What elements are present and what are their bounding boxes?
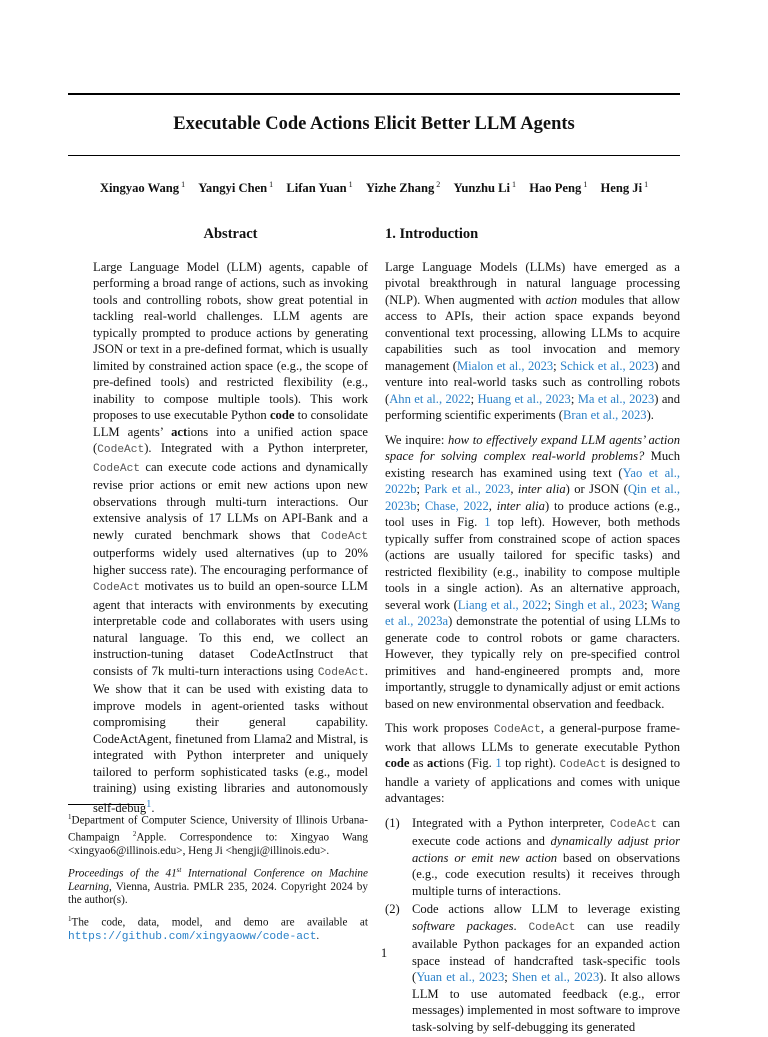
text-run: ; [644,597,651,612]
author-affiliation-mark: 1 [512,180,517,189]
citation-link[interactable]: Yuan et al., 2023 [416,970,505,984]
page-number: 1 [380,946,388,960]
author-affiliation-mark: 2 [436,180,441,189]
bold-text: act [171,424,188,439]
footnote-code-link [68,913,368,944]
paper-title: Executable Code Actions Elicit Better LLM Agents [173,114,575,134]
text-run: ; [570,391,578,406]
author-list [68,180,680,196]
text-run: top right). [501,756,560,770]
text-run: modules that allow access to APIs, their action space expands beyond conventional text processing, allowing LLMs to acquire capabilities such as tool invocation and memory management ( [385,292,680,373]
text-run: based on observations (e.g., code execution results) it receives through multiple turns of interactions. [412,850,680,898]
code-term: CodeAct [609,818,657,831]
text-run: ; [416,482,425,496]
author-affiliation-mark: 1 [269,180,274,189]
list-item-number: (1) [385,815,400,830]
text-run: Code actions allow LLM to leverage existing [412,902,680,916]
text-run: as [409,756,428,770]
text-run: , Vienna, Austria. PMLR 235, 2024. Copyright 2024 by the author(s). [68,881,368,907]
text-run: This work proposes [385,721,494,735]
code-term: CodeAct [528,921,576,934]
intro-paragraph [385,720,680,807]
text-run: . [151,800,155,815]
text-run: ; [553,358,561,373]
text-run: ; [504,970,512,984]
author [100,181,185,195]
code-url-link[interactable]: https://github.com/xingyaoww/code-act [68,931,317,944]
title-bottom-rule [68,155,680,156]
footnote-affiliations [68,811,368,858]
italic-text: International Conference on Machine Learning [68,867,368,894]
intro-paragraph [385,259,680,424]
footnotes [68,804,368,951]
citation-link[interactable]: Chase, 2022 [424,498,489,513]
bold-text: act [427,756,444,770]
author-affiliation-mark: 1 [583,180,588,189]
author-name: Yizhe Zhang [365,181,435,196]
text-run: Apple. Correspondence to: Xingyao Wang <xingyao6@illinois.edu>, Heng Ji <hengji@illinois.edu>. [68,831,368,857]
introduction-heading: 1. Introduction [385,226,479,242]
author-name: Xingyao Wang [99,181,180,196]
author-name: Lifan Yuan [286,181,347,196]
text-run: ions into a unified action space ( [93,424,369,455]
author [366,181,440,195]
author [529,181,587,195]
list-item [385,901,680,1035]
footnote-rule [68,804,144,805]
italic-text: inter alia [517,482,566,496]
citation-link[interactable]: Huang et al., 2023 [477,391,571,406]
top-rule [68,93,680,95]
author-affiliation-mark: 1 [348,180,353,189]
author-affiliation-mark: 1 [644,180,649,189]
author-name: Heng Ji [600,181,643,196]
text-run: ) and performing scientific experiments ( [385,391,681,422]
text-run: , a general-purpose framework that allows LLMs to generate executable Python [385,721,680,754]
text-run: top left). However, both methods typically suffer from constrained scope of action spaces (actions are usually tailored for specific tasks) and restricted flexibility (e.g., inability to compose multiple tools in a single action). As an alternative approach, several work ( [385,515,681,612]
list-item-number: (2) [385,902,400,916]
text-run: motivates us to build an open-source LLM agent that interacts with environments by executing interpretable code and collaborates with users using natural language. To this end, we collect an instruction-tuning dataset CodeActInstruct that consists of 7k multi-turn interactions using [93,579,368,678]
author [198,181,273,195]
text-run: Large Language Models (LLMs) have emerged as a pivotal breakthrough in natural language processing (NLP). When augmented with [385,259,680,307]
text-run: . [316,930,320,943]
footnote-mark: 1 [68,813,72,821]
text-run: can use readily available Python packages for an expanded action space instead of handcrafted task-specific tools ( [412,918,680,984]
text-run: ) demonstrate the potential of using LLMs to generate code to control robots or game characters. However, they typically rely on pre-specified control primitives and hand-engineered prompts and, more importantly, struggle to dynamically adjust or emit actions based on new environmental observation and feedback. [385,614,680,711]
footnote-mark: 1 [68,915,72,924]
advantages-list [385,815,680,1036]
author-name: Yunzhu Li [453,181,511,196]
citation-link[interactable]: Shen et al., 2023 [511,970,600,984]
italic-text: software packages [412,918,514,933]
text-run: can execute code actions and dynamically revise prior actions or emit new actions upon new observations through multi-turn interactions. Our extensive analysis of 17 LLMs on API-Bank and a newly curated benchmark shows that [93,459,368,542]
text-run: Department of Computer Science, University of Illinois Urbana-Champaign [68,814,368,844]
author-affiliation-mark: 1 [181,180,186,189]
code-term: CodeAct [321,530,368,543]
text-run: outperforms widely used alternatives (up to 20% higher success rate). The encouraging performance of [93,546,368,577]
italic-text: Proceedings of the [68,867,166,880]
list-item [385,815,680,900]
author [600,181,648,195]
citation-link[interactable]: 1 [495,756,502,770]
text-run: ) and venture into real-world tasks such as controlling robots ( [385,358,680,406]
text-run: ). Integrated with a Python interpreter, [144,441,368,455]
text-run: ) to produce actions (e.g., tool uses in Fig. [385,498,681,529]
code-term: CodeAct [97,444,145,456]
code-term: CodeAct [93,462,140,475]
citation-link[interactable]: Mialon et al., 2023 [456,358,554,373]
author-name: Hao Peng [529,181,582,196]
italic-text: inter alia [496,498,545,513]
text-run: ; [416,498,425,513]
author [453,181,516,195]
citation-link[interactable]: Yao et al., 2022b [385,465,680,496]
italic-text: how to effectively expand LLM agents’ action space for solving complex real-world problems? [385,432,680,463]
author [286,181,352,195]
abstract-text [93,259,368,817]
abstract-heading: Abstract [203,226,258,242]
text-run: , [510,482,518,496]
text-run: can execute code actions and [412,815,681,848]
text-run: Integrated with a Python interpreter, [412,815,610,830]
code-term: CodeAct [317,666,365,679]
code-term: CodeAct [93,582,140,594]
citation-link[interactable]: Schick et al., 2023 [560,358,655,373]
right-column [385,224,680,1037]
text-run: is designed to handle a variety of applications and comes with unique advantages: [385,756,681,805]
text-run: ; [547,597,555,612]
text-run: . We show that it can be used with existing data to improve models in agent-oriented tasks without compromising their general capability. CodeActAgent, finetuned from Llama2 and Mistral, is integrated with Python interpreter and uniquely tailored to perform sophisticated tasks (e.g., model training) using existing libraries and autonomously self-debug [93,663,368,815]
citation-link[interactable]: Singh et al., 2023 [554,597,645,612]
text-run: ). [646,408,654,422]
citation-link[interactable]: Qin et al., 2023b [385,482,680,513]
left-column [93,224,368,824]
text-run: ) or JSON ( [565,482,628,496]
text-run: The code, data, model, and demo are available at [71,917,368,930]
ordinal-suffix: st [176,866,182,875]
italic-text: dynamically adjust prior actions or emit new action [412,834,680,865]
text-run: ions (Fig. [443,756,496,770]
code-term: CodeAct [559,759,607,771]
footnote-proceedings [68,864,368,907]
italic-text: action [545,292,578,307]
citation-link[interactable]: Park et al., 2023 [424,482,511,496]
text-run: We inquire: [385,432,449,447]
bold-text: code [269,408,295,422]
text-run: to consolidate LLM agents’ [93,408,368,439]
citation-link[interactable]: Ahn et al., 2022 [389,391,471,406]
citation-link[interactable]: Bran et al., 2023 [563,408,647,422]
text-run: Much existing research has examined using text ( [385,449,681,480]
footnote-mark: 2 [132,829,137,838]
code-term: CodeAct [493,724,541,736]
author-name: Yangyi Chen [198,181,268,196]
bold-text: code [385,756,410,770]
citation-link[interactable]: 1 [484,515,491,529]
text-run: Large Language Model (LLM) agents, capable of performing a broad range of actions, such as invoking tools and controlling robots, show great potential in tackling real-world challenges. LLM agents are typically prompted to produce actions by generating JSON or text in a pre-defined format, which is usually limited by constrained action space (e.g., the scope of pre-defined tools) and restricted flexibility (e.g., inability to compose multiple tools). This work proposes to use executable Python [93,259,368,422]
text-run: . [513,918,529,933]
citation-link[interactable]: Ma et al., 2023 [577,391,655,406]
intro-paragraph [385,432,680,713]
text-run: , [488,498,497,513]
text-run: ; [470,391,478,406]
italic-text: 41 [165,867,177,880]
footnote-ref[interactable]: 1 [146,798,152,810]
text-run: ). It also allows LLM to use automated feedback (e.g., error messages) implemented in most software to improve task-solving by self-debugging its generated [412,970,680,1034]
citation-link[interactable]: Liang et al., 2022 [457,597,548,612]
citation-link[interactable]: Wang et al., 2023a [385,597,680,628]
